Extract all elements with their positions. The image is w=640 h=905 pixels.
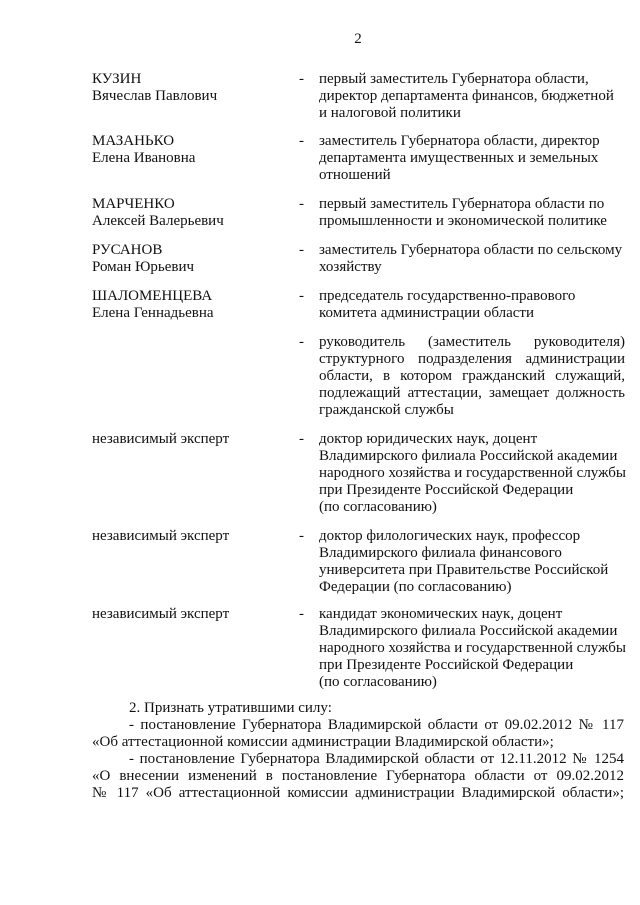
member-title: независимый эксперт bbox=[92, 528, 230, 544]
member-given-names: Алексей Валерьевич bbox=[92, 213, 224, 229]
member-given-names: Елена Ивановна bbox=[92, 150, 196, 166]
dash-separator: - bbox=[299, 71, 304, 87]
page-number: 2 bbox=[354, 31, 362, 47]
member-name bbox=[92, 606, 292, 623]
member-position: первый заместитель Губернатора области по промышленности и экономической политике bbox=[319, 196, 607, 229]
member-name bbox=[92, 196, 292, 230]
member-position: первый заместитель Губернатора области, директор департамента финансов, бюджетной и налоговой политики bbox=[319, 71, 614, 121]
dash-separator: - bbox=[299, 528, 304, 544]
member-given-names: Елена Геннадьевна bbox=[92, 305, 214, 321]
clause-heading: 2. Признать утратившими силу: bbox=[129, 700, 332, 716]
member-name bbox=[92, 71, 292, 105]
member-given-names: Роман Юрьевич bbox=[92, 259, 195, 275]
member-name bbox=[92, 431, 292, 448]
dash-separator: - bbox=[299, 196, 304, 212]
member-name bbox=[92, 133, 292, 167]
dash-separator: - bbox=[299, 288, 304, 304]
member-position: доктор филологических наук, профессор Владимирского филиала финансового университета при Правительстве Российской Федерации (по согласованию) bbox=[319, 528, 609, 595]
member-name bbox=[92, 528, 292, 545]
member-surname: МАРЧЕНКО bbox=[92, 196, 175, 212]
dash-separator: - bbox=[299, 606, 304, 622]
member-position: доктор юридических наук, доцент Владимирского филиала Российской академии народного хозяйства и государственной службы при Президенте Российской Федерации (по согласованию) bbox=[319, 431, 626, 515]
member-surname: КУЗИН bbox=[92, 71, 142, 87]
member-title: независимый эксперт bbox=[92, 431, 230, 447]
member-given-names: Вячеслав Павлович bbox=[92, 88, 218, 104]
dash-separator: - bbox=[299, 133, 304, 149]
member-position: руководитель (заместитель руководителя) структурного подразделения администрации области, в котором гражданский служащий, подлежащий аттестации, замещает должность гражданской службы bbox=[319, 334, 625, 418]
member-position: кандидат экономических наук, доцент Владимирского филиала Российской академии народного хозяйства и государственной службы при Президенте Российской Федерации (по согласованию) bbox=[319, 606, 626, 690]
member-position: заместитель Губернатора области по сельскому хозяйству bbox=[319, 242, 623, 275]
repealed-act-1: - постановление Губернатора Владимирской области от 09.02.2012 № 117 «Об аттестационной комиссии администрации Владимирской области»; bbox=[92, 717, 624, 750]
dash-separator: - bbox=[299, 334, 304, 350]
dash-separator: - bbox=[299, 242, 304, 258]
member-surname: МАЗАНЬКО bbox=[92, 133, 175, 149]
member-name bbox=[92, 242, 292, 276]
member-position: председатель государственно-правового комитета администрации области bbox=[319, 288, 576, 321]
member-surname: РУСАНОВ bbox=[92, 242, 163, 258]
member-name bbox=[92, 288, 292, 322]
member-title: независимый эксперт bbox=[92, 606, 230, 622]
member-surname: ШАЛОМЕНЦЕВА bbox=[92, 288, 213, 304]
member-position: заместитель Губернатора области, директор департамента имущественных и земельных отношений bbox=[319, 133, 600, 183]
dash-separator: - bbox=[299, 431, 304, 447]
repealed-act-2: - постановление Губернатора Владимирской области от 12.11.2012 № 1254 «О внесении изменений в постановление Губернатора области от 09.02.2012 № 117 «Об аттестационной комиссии администрации Владимирской области»; bbox=[92, 751, 624, 801]
